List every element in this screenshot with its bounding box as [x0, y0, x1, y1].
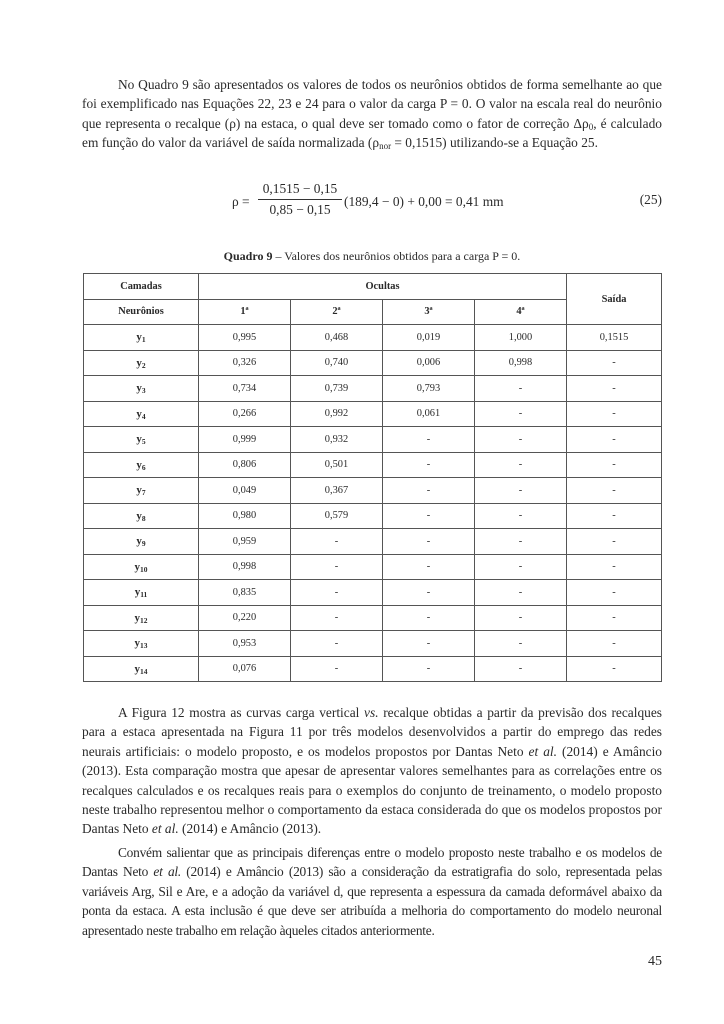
page-number: 45: [648, 954, 662, 969]
neuron-label: $y_{10}$: [84, 554, 199, 580]
equation-lhs: ρ =: [232, 194, 250, 209]
header-layer: 1ª: [199, 299, 291, 325]
text-run: (2014) e Amâncio (2013) são a consideração da estratigrafia do solo, representada pelas variáveis Arg, Sil e Are, e a adoção da variável d, que representa a espessura da camada deformável abaixo da ponta da estaca. A esta inclusão é que deve ser atribuída a melhoria do comportamento do modelo neuronal apresentado neste trabalho em relação àqueles citados anteriormente.: [82, 864, 662, 938]
italic-text: et al.: [153, 864, 181, 880]
neuron-value-cell: 0,740: [291, 350, 383, 376]
table-row: [84, 554, 662, 580]
table-row: [84, 452, 662, 478]
text-line: , é calculado em função do valor da variável de saída normalizada (ρ: [82, 115, 662, 151]
table-row: [84, 656, 662, 682]
header-ocultas: Ocultas: [199, 274, 567, 300]
neuron-value-cell: -: [475, 605, 567, 631]
neuron-label: $y_4$: [84, 401, 199, 427]
neuron-value-cell: -: [475, 401, 567, 427]
neurons-table: [83, 273, 662, 682]
neuron-value-cell: 0,006: [383, 350, 475, 376]
equation-rhs: (189,4 − 0) + 0,00 = 0,41 mm: [344, 194, 504, 209]
comparison-paragraph: [82, 703, 662, 839]
neuron-value-cell: -: [475, 478, 567, 504]
output-value-cell: -: [567, 656, 662, 682]
neuron-value-cell: 0,266: [199, 401, 291, 427]
neuron-value-cell: -: [475, 376, 567, 402]
neuron-value-cell: -: [475, 580, 567, 606]
subscript: nor: [379, 141, 392, 152]
output-value-cell: -: [567, 554, 662, 580]
neuron-value-cell: 0,806: [199, 452, 291, 478]
neuron-value-cell: -: [475, 631, 567, 657]
output-value-cell: -: [567, 401, 662, 427]
output-value-cell: -: [567, 580, 662, 606]
table-caption: [82, 249, 662, 264]
neuron-label: $y_6$: [84, 452, 199, 478]
neuron-value-cell: 0,734: [199, 376, 291, 402]
table-row: [84, 605, 662, 631]
neuron-value-cell: 0,992: [291, 401, 383, 427]
neuron-value-cell: 0,995: [199, 325, 291, 351]
text-run: recalque obtidas a partir da previsão dos recalques para a estaca apresentada na Figura 11 por três modelos desenvolvidos a partir do emprego das redes neurais artificiais: o modelo proposto, e os modelos propostos por Dantas Neto: [82, 705, 663, 759]
neuron-value-cell: -: [291, 605, 383, 631]
neuron-value-cell: 0,220: [199, 605, 291, 631]
header-layer: 4ª: [475, 299, 567, 325]
neuron-value-cell: -: [291, 554, 383, 580]
italic-text: et al.: [528, 743, 557, 759]
neuron-value-cell: -: [383, 656, 475, 682]
text-line: = 0,1515): [391, 135, 447, 151]
neuron-label: $y_5$: [84, 427, 199, 453]
neuron-value-cell: 0,501: [291, 452, 383, 478]
neuron-label: $y_2$: [84, 350, 199, 376]
neuron-value-cell: 0,579: [291, 503, 383, 529]
text-run: Convém salientar que as principais diferenças entre o modelo proposto neste trabalho e os modelos de Dantas Neto: [82, 845, 662, 880]
table-row: [84, 376, 662, 402]
table-row: [84, 503, 662, 529]
output-value-cell: -: [567, 529, 662, 555]
table-row: [84, 580, 662, 606]
table-row: [84, 401, 662, 427]
caption-text: – Valores dos neurônios obtidos para a carga P = 0.: [272, 249, 521, 263]
equation-25: [82, 180, 662, 220]
neuron-value-cell: -: [383, 452, 475, 478]
neuron-value-cell: 1,000: [475, 325, 567, 351]
equation-numerator: 0,1515 − 0,15: [258, 180, 342, 200]
neuron-value-cell: 0,468: [291, 325, 383, 351]
subscript: 0: [588, 121, 594, 132]
equation-denominator: 0,85 − 0,15: [269, 202, 331, 217]
text-line: correção Δρ: [523, 115, 589, 131]
header-layer: 2ª: [291, 299, 383, 325]
neuron-label: $y_1$: [84, 325, 199, 351]
neuron-label: $y_{14}$: [84, 656, 199, 682]
table-header-row: [84, 274, 662, 300]
neuron-label: $y_9$: [84, 529, 199, 555]
text-run: (2014) e Amâncio (2013). Esta comparação mostra que apesar de apresentar valores semelhantes para as correlações entre os recalques calculados e os recalques reais para o exemplos do conjunto de treinamento, o modelo proposto neste trabalho representou melhor o comportamento da estaca considerada do que os modelos propostos por Dantas Neto: [82, 743, 663, 837]
neuron-value-cell: 0,980: [199, 503, 291, 529]
neuron-label: $y_3$: [84, 376, 199, 402]
italic-text: vs.: [364, 705, 379, 720]
neuron-value-cell: -: [475, 554, 567, 580]
differences-paragraph: [82, 843, 662, 940]
output-value-cell: -: [567, 427, 662, 453]
output-value-cell: -: [567, 605, 662, 631]
equation-number: (25): [639, 192, 662, 207]
output-value-cell: -: [567, 452, 662, 478]
neuron-value-cell: -: [383, 580, 475, 606]
neuron-value-cell: 0,835: [199, 580, 291, 606]
neuron-label: $y_8$: [84, 503, 199, 529]
table-row: [84, 631, 662, 657]
neuron-value-cell: 0,061: [383, 401, 475, 427]
neuron-value-cell: 0,998: [475, 350, 567, 376]
text-line: real do neurônio que representa o recalque (ρ) na estaca, o qual deve ser tomado como o fator de: [82, 96, 662, 131]
text-line: utilizando-se a Equação 25.: [449, 135, 598, 151]
output-value-cell: -: [567, 503, 662, 529]
neuron-value-cell: -: [475, 529, 567, 555]
header-layer: 3ª: [383, 299, 475, 325]
neuron-value-cell: 0,739: [291, 376, 383, 402]
neuron-label: $y_{12}$: [84, 605, 199, 631]
neuron-value-cell: -: [383, 605, 475, 631]
neuron-label: $y_{13}$: [84, 631, 199, 657]
neuron-value-cell: -: [291, 656, 383, 682]
neuron-value-cell: -: [383, 478, 475, 504]
neuron-value-cell: -: [383, 427, 475, 453]
output-value-cell: -: [567, 350, 662, 376]
neuron-value-cell: 0,049: [199, 478, 291, 504]
neuron-label: $y_{11}$: [84, 580, 199, 606]
neuron-value-cell: -: [291, 529, 383, 555]
neuron-value-cell: -: [475, 427, 567, 453]
caption-label: Quadro 9: [223, 249, 273, 263]
neuron-value-cell: -: [383, 554, 475, 580]
text-line: No Quadro 9 são apresentados os valores de todos os neurônios obtidos de forma semelhante: [118, 77, 623, 92]
neuron-value-cell: 0,998: [199, 554, 291, 580]
table-row: [84, 529, 662, 555]
header-neuronios: Neurônios: [84, 299, 199, 325]
header-saida: Saída: [567, 274, 662, 325]
text-run: (2014) e Amâncio (2013).: [178, 821, 322, 837]
output-value-cell: -: [567, 478, 662, 504]
italic-text: et al.: [151, 821, 179, 837]
table-row: [84, 427, 662, 453]
neuron-value-cell: 0,959: [199, 529, 291, 555]
intro-paragraph: [82, 75, 662, 153]
neuron-value-cell: -: [291, 580, 383, 606]
neuron-value-cell: -: [475, 503, 567, 529]
neuron-value-cell: 0,367: [291, 478, 383, 504]
neuron-value-cell: 0,326: [199, 350, 291, 376]
text-run: A Figura 12 mostra as curvas carga vertical: [118, 705, 365, 720]
output-value-cell: -: [567, 631, 662, 657]
neuron-value-cell: 0,793: [383, 376, 475, 402]
text-line: ao que foi exemplificado nas Equações 22, 23 e 24 para o valor da carga P = 0. O valor na escala: [82, 77, 662, 112]
neuron-label: $y_7$: [84, 478, 199, 504]
neuron-value-cell: 0,019: [383, 325, 475, 351]
neuron-value-cell: -: [383, 529, 475, 555]
equation-fraction: [258, 180, 342, 218]
neuron-value-cell: -: [475, 452, 567, 478]
neuron-value-cell: 0,999: [199, 427, 291, 453]
neuron-value-cell: -: [475, 656, 567, 682]
neuron-value-cell: 0,932: [291, 427, 383, 453]
neuron-value-cell: 0,076: [199, 656, 291, 682]
table-row: [84, 350, 662, 376]
output-value-cell: 0,1515: [567, 325, 662, 351]
table-row: [84, 478, 662, 504]
neuron-value-cell: -: [383, 631, 475, 657]
neuron-value-cell: -: [291, 631, 383, 657]
neuron-value-cell: -: [383, 503, 475, 529]
table-row: [84, 325, 662, 351]
neuron-value-cell: 0,953: [199, 631, 291, 657]
header-camadas: Camadas: [84, 274, 199, 300]
output-value-cell: -: [567, 376, 662, 402]
